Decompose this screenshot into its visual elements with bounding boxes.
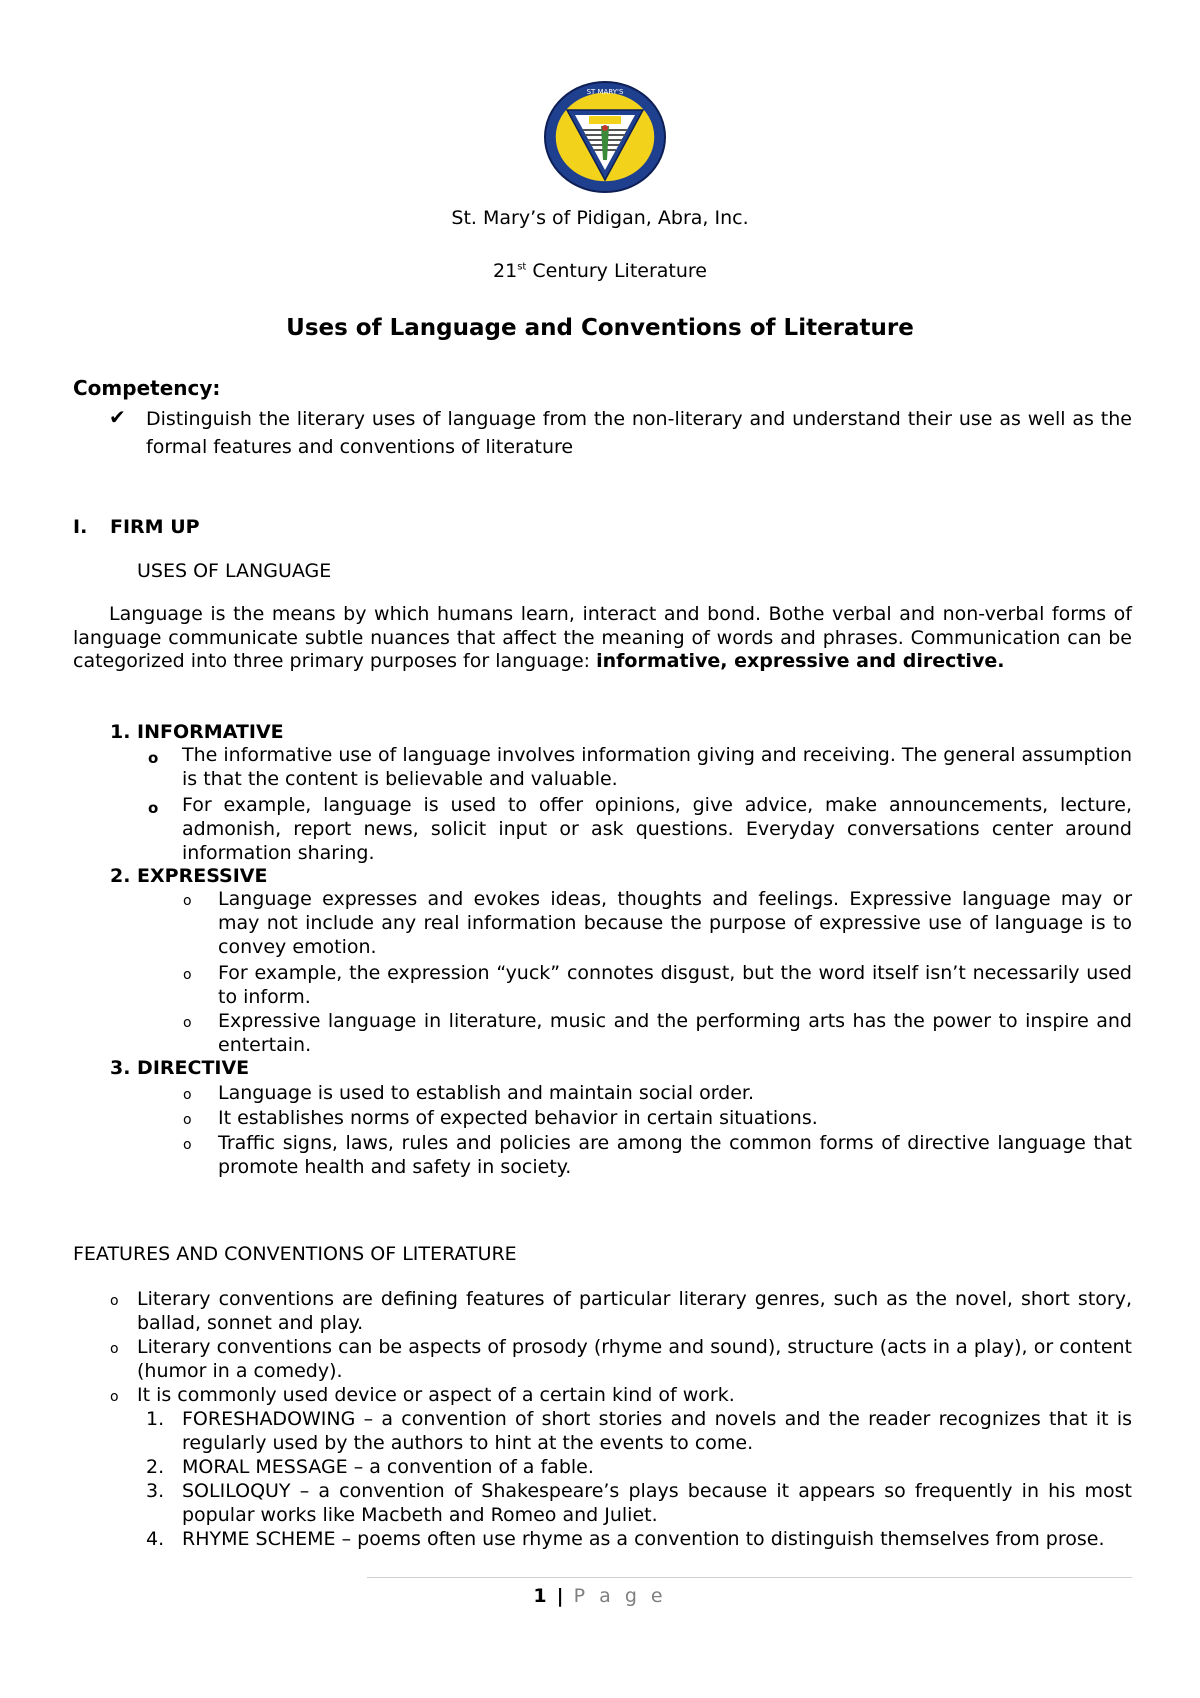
list-item: Language expresses and evokes ideas, thoughts and feelings. Expressive language may or may not include any real information because the purpose of expressive use of language is to convey emotion. [218, 888, 1132, 958]
bullet-icon: o [110, 1293, 119, 1309]
numbered-item-number: 1. [146, 1408, 165, 1430]
footer-separator: | [556, 1585, 564, 1607]
numbered-item: RHYME SCHEME – poems often use rhyme as a convention to distinguish themselves from prose. [182, 1528, 1105, 1550]
bullet-icon: o [148, 749, 159, 767]
category-heading-directive: 3. DIRECTIVE [110, 1057, 250, 1079]
section-title: FIRM UP [110, 516, 200, 538]
svg-text:ST MARY'S: ST MARY'S [586, 88, 624, 96]
school-seal-logo [543, 80, 667, 194]
features-heading: FEATURES AND CONVENTIONS OF LITERATURE [73, 1243, 517, 1265]
document-title: Uses of Language and Conventions of Literature [286, 315, 914, 341]
bullet-icon: o [110, 1341, 119, 1357]
bullet-icon: o [183, 1137, 192, 1153]
uses-of-language-heading: USES OF LANGUAGE [137, 560, 332, 582]
school-name: St. Mary’s of Pidigan, Abra, Inc. [451, 207, 749, 229]
list-item: For example, the expression “yuck” connotes disgust, but the word itself isn’t necessarily used to inform. [218, 962, 1132, 1008]
list-item: For example, language is used to offer opinions, give advice, make announcements, lecture, admonish, report news, solicit input or ask questions. Everyday conversations center around information sharing. [182, 794, 1132, 864]
numbered-item: SOLILOQUY – a convention of Shakespeare’s plays because it appears so frequently in his most popular works like Macbeth and Romeo and Juliet. [182, 1480, 1132, 1526]
bullet-icon: o [183, 1015, 192, 1031]
page-number: 1 [533, 1585, 547, 1607]
feature-bullet: Literary conventions can be aspects of prosody (rhyme and sound), structure (acts in a play), or content (humor in a comedy). [137, 1336, 1132, 1382]
feature-bullet: Literary conventions are defining features of particular literary genres, such as the novel, short story, ballad, sonnet and play. [137, 1288, 1132, 1334]
category-heading-informative: 1. INFORMATIVE [110, 721, 284, 743]
bullet-icon: o [110, 1389, 119, 1405]
numbered-item-number: 2. [146, 1456, 165, 1478]
footer-divider [367, 1577, 1132, 1578]
list-item: Expressive language in literature, music and the performing arts has the power to inspire and entertain. [218, 1010, 1132, 1056]
bullet-icon: o [183, 893, 192, 909]
list-item: Language is used to establish and maintain social order. [218, 1082, 755, 1104]
feature-bullet: It is commonly used device or aspect of a certain kind of work. [137, 1384, 735, 1406]
bullet-icon: o [183, 1112, 192, 1128]
numbered-item: FORESHADOWING – a convention of short stories and novels and the reader recognizes that it is regularly used by the authors to hint at the events to come. [182, 1408, 1132, 1454]
bullet-icon: o [148, 799, 159, 817]
page-label: P a g e [573, 1585, 667, 1607]
section-number: I. [73, 516, 88, 538]
numbered-item-number: 3. [146, 1480, 165, 1502]
intro-paragraph: Language is the means by which humans learn, interact and bond. Bothe verbal and non-verbal forms of language communicate subtle nuances that affect the meaning of words and phrases. Communication can be categorized into three primary purposes for language: informative, expressive and directive. [73, 603, 1132, 672]
bullet-icon: o [183, 967, 192, 983]
competency-label: Competency: [73, 376, 221, 400]
category-heading-expressive: 2. EXPRESSIVE [110, 865, 268, 887]
list-item: Traffic signs, laws, rules and policies are among the common forms of directive language that promote health and safety in society. [218, 1132, 1132, 1178]
course-name: 21st Century Literature [493, 260, 707, 282]
checkmark-icon: ✔ [109, 405, 126, 429]
bullet-icon: o [183, 1087, 192, 1103]
competency-text: Distinguish the literary uses of language from the non-literary and understand their use as well as the formal features and conventions of literature [146, 408, 1132, 458]
list-item: It establishes norms of expected behavior in certain situations. [218, 1107, 818, 1129]
page-footer [0, 1585, 1200, 1607]
list-item: The informative use of language involves information giving and receiving. The general assumption is that the content is believable and valuable. [182, 744, 1132, 790]
numbered-item-number: 4. [146, 1528, 165, 1550]
numbered-item: MORAL MESSAGE – a convention of a fable. [182, 1456, 594, 1478]
